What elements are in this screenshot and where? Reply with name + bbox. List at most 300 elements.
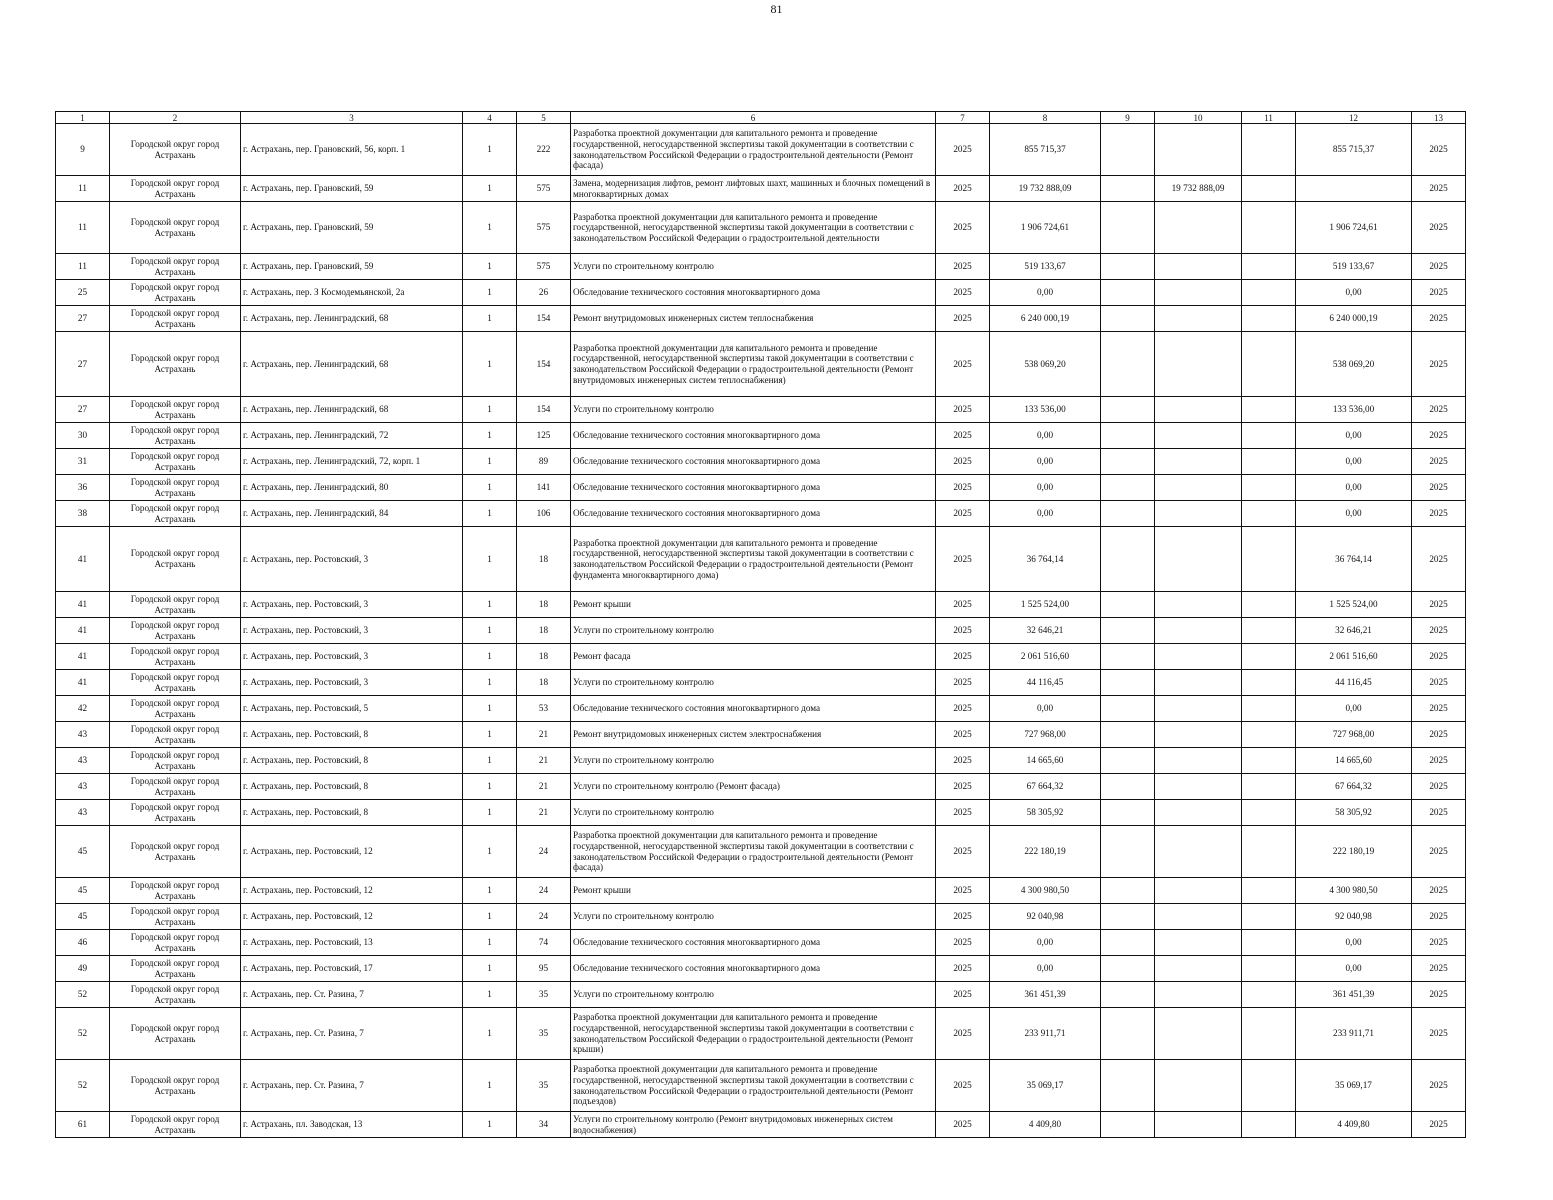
completion-year: 2025 — [1412, 826, 1466, 878]
work-description: Обследование технического состояния многоквартирного дома — [571, 956, 936, 982]
total-cost: 4 300 980,50 — [990, 878, 1101, 904]
col-5-value: 53 — [517, 696, 571, 722]
total-cost: 361 451,39 — [990, 982, 1101, 1008]
row-number: 11 — [56, 202, 110, 254]
col-12-value: 0,00 — [1296, 475, 1412, 501]
work-description: Разработка проектной документации для капитального ремонта и проведение государственной, негосударственной экспертизы такой документации в соответствии с законодательством Российской Федерации о градостроительной деятельности (Ремонт фасада) — [571, 124, 936, 176]
col-4-value: 1 — [463, 904, 517, 930]
total-cost: 233 911,71 — [990, 1008, 1101, 1060]
col-9-value — [1101, 527, 1155, 592]
col-12-value: 222 180,19 — [1296, 826, 1412, 878]
col-5-value: 18 — [517, 618, 571, 644]
col-11-value — [1242, 397, 1296, 423]
completion-year: 2025 — [1412, 501, 1466, 527]
col-5-value: 95 — [517, 956, 571, 982]
page-number: 81 — [770, 2, 783, 16]
col-10-value — [1155, 800, 1242, 826]
row-number: 45 — [56, 904, 110, 930]
address: г. Астрахань, пер. Ростовский, 12 — [241, 826, 463, 878]
col-12-value: 0,00 — [1296, 956, 1412, 982]
col-10-value — [1155, 930, 1242, 956]
table-row — [56, 748, 1466, 774]
total-cost: 0,00 — [990, 956, 1101, 982]
col-5-value: 222 — [517, 124, 571, 176]
completion-year: 2025 — [1412, 254, 1466, 280]
year: 2025 — [936, 670, 990, 696]
total-cost: 0,00 — [990, 423, 1101, 449]
table-row — [56, 956, 1466, 982]
col-11-value — [1242, 423, 1296, 449]
work-description: Услуги по строительному контролю — [571, 748, 936, 774]
col-12-value: 0,00 — [1296, 696, 1412, 722]
col-10-value: 19 732 888,09 — [1155, 176, 1242, 202]
work-description: Услуги по строительному контролю — [571, 904, 936, 930]
total-cost: 4 409,80 — [990, 1112, 1101, 1138]
municipality: Городской округ город Астрахань — [110, 748, 241, 774]
col-4-value: 1 — [463, 826, 517, 878]
col-11-value — [1242, 1060, 1296, 1112]
work-description: Ремонт внутридомовых инженерных систем электроснабжения — [571, 722, 936, 748]
address: г. Астрахань, пер. Ростовский, 8 — [241, 748, 463, 774]
address: г. Астрахань, пер. Ст. Разина, 7 — [241, 1008, 463, 1060]
municipality: Городской округ город Астрахань — [110, 696, 241, 722]
completion-year: 2025 — [1412, 124, 1466, 176]
municipality: Городской округ город Астрахань — [110, 397, 241, 423]
col-10-value — [1155, 748, 1242, 774]
col-9-value — [1101, 592, 1155, 618]
col-9-value — [1101, 618, 1155, 644]
col-10-value — [1155, 696, 1242, 722]
col-11-value — [1242, 1008, 1296, 1060]
col-12-value: 233 911,71 — [1296, 1008, 1412, 1060]
col-11-value — [1242, 1112, 1296, 1138]
column-header: 5 — [517, 112, 571, 124]
col-9-value — [1101, 956, 1155, 982]
year: 2025 — [936, 748, 990, 774]
work-description: Услуги по строительному контролю — [571, 397, 936, 423]
col-9-value — [1101, 449, 1155, 475]
completion-year: 2025 — [1412, 982, 1466, 1008]
col-10-value — [1155, 202, 1242, 254]
col-4-value: 1 — [463, 670, 517, 696]
col-5-value: 26 — [517, 280, 571, 306]
address: г. Астрахань, пер. Грановский, 59 — [241, 254, 463, 280]
address: г. Астрахань, пер. Грановский, 59 — [241, 202, 463, 254]
municipality: Городской округ город Астрахань — [110, 800, 241, 826]
col-11-value — [1242, 202, 1296, 254]
work-description: Ремонт фасада — [571, 644, 936, 670]
total-cost: 222 180,19 — [990, 826, 1101, 878]
total-cost: 44 116,45 — [990, 670, 1101, 696]
work-description: Разработка проектной документации для капитального ремонта и проведение государственной, негосударственной экспертизы такой документации в соответствии с законодательством Российской Федерации о градостроительной деятельности (Ремонт подъездов) — [571, 1060, 936, 1112]
address: г. Астрахань, пер. Ростовский, 3 — [241, 527, 463, 592]
col-5-value: 24 — [517, 904, 571, 930]
col-11-value — [1242, 670, 1296, 696]
municipality: Городской округ город Астрахань — [110, 1008, 241, 1060]
col-4-value: 1 — [463, 1060, 517, 1112]
col-4-value: 1 — [463, 982, 517, 1008]
address: г. Астрахань, пер. Ст. Разина, 7 — [241, 1060, 463, 1112]
col-10-value — [1155, 501, 1242, 527]
row-number: 30 — [56, 423, 110, 449]
col-4-value: 1 — [463, 800, 517, 826]
table-body — [56, 124, 1466, 1138]
work-description: Услуги по строительному контролю (Ремонт фасада) — [571, 774, 936, 800]
address: г. Астрахань, пер. Ростовский, 3 — [241, 618, 463, 644]
work-description: Обследование технического состояния многоквартирного дома — [571, 423, 936, 449]
address: г. Астрахань, пер. Ростовский, 8 — [241, 722, 463, 748]
row-number: 11 — [56, 176, 110, 202]
total-cost: 1 525 524,00 — [990, 592, 1101, 618]
total-cost: 727 968,00 — [990, 722, 1101, 748]
table-row — [56, 670, 1466, 696]
col-9-value — [1101, 1112, 1155, 1138]
col-5-value: 24 — [517, 826, 571, 878]
row-number: 41 — [56, 618, 110, 644]
total-cost: 0,00 — [990, 696, 1101, 722]
municipality: Городской округ город Астрахань — [110, 956, 241, 982]
year: 2025 — [936, 176, 990, 202]
col-12-value — [1296, 176, 1412, 202]
work-description: Обследование технического состояния многоквартирного дома — [571, 696, 936, 722]
col-4-value: 1 — [463, 527, 517, 592]
col-9-value — [1101, 722, 1155, 748]
table-row — [56, 254, 1466, 280]
address: г. Астрахань, пер. Ростовский, 12 — [241, 878, 463, 904]
table-row — [56, 124, 1466, 176]
municipality: Городской округ город Астрахань — [110, 202, 241, 254]
col-5-value: 154 — [517, 397, 571, 423]
col-11-value — [1242, 696, 1296, 722]
table-row — [56, 1112, 1466, 1138]
year: 2025 — [936, 956, 990, 982]
col-10-value — [1155, 826, 1242, 878]
col-10-value — [1155, 254, 1242, 280]
col-5-value: 125 — [517, 423, 571, 449]
completion-year: 2025 — [1412, 475, 1466, 501]
header-row — [56, 112, 1466, 124]
completion-year: 2025 — [1412, 722, 1466, 748]
municipality: Городской округ город Астрахань — [110, 722, 241, 748]
col-10-value — [1155, 306, 1242, 332]
total-cost: 6 240 000,19 — [990, 306, 1101, 332]
col-12-value: 133 536,00 — [1296, 397, 1412, 423]
completion-year: 2025 — [1412, 878, 1466, 904]
col-5-value: 106 — [517, 501, 571, 527]
address: г. Астрахань, пер. Ленинградский, 72, корп. 1 — [241, 449, 463, 475]
work-description: Обследование технического состояния многоквартирного дома — [571, 501, 936, 527]
total-cost: 36 764,14 — [990, 527, 1101, 592]
address: г. Астрахань, пер. Ростовский, 3 — [241, 592, 463, 618]
municipality: Городской округ город Астрахань — [110, 644, 241, 670]
column-header: 10 — [1155, 112, 1242, 124]
municipality: Городской округ город Астрахань — [110, 449, 241, 475]
row-number: 52 — [56, 982, 110, 1008]
col-12-value: 361 451,39 — [1296, 982, 1412, 1008]
year: 2025 — [936, 826, 990, 878]
address: г. Астрахань, пер. Ростовский, 8 — [241, 800, 463, 826]
col-9-value — [1101, 423, 1155, 449]
col-4-value: 1 — [463, 423, 517, 449]
col-5-value: 154 — [517, 332, 571, 397]
col-9-value — [1101, 332, 1155, 397]
col-9-value — [1101, 176, 1155, 202]
col-4-value: 1 — [463, 475, 517, 501]
col-12-value: 1 525 524,00 — [1296, 592, 1412, 618]
table-row — [56, 332, 1466, 397]
col-11-value — [1242, 124, 1296, 176]
col-12-value: 32 646,21 — [1296, 618, 1412, 644]
address: г. Астрахань, пер. Ленинградский, 68 — [241, 397, 463, 423]
address: г. Астрахань, пл. Заводская, 13 — [241, 1112, 463, 1138]
work-description: Ремонт внутридомовых инженерных систем теплоснабжения — [571, 306, 936, 332]
col-12-value: 4 300 980,50 — [1296, 878, 1412, 904]
address: г. Астрахань, пер. Грановский, 56, корп. 1 — [241, 124, 463, 176]
year: 2025 — [936, 202, 990, 254]
total-cost: 855 715,37 — [990, 124, 1101, 176]
col-5-value: 21 — [517, 774, 571, 800]
row-number: 9 — [56, 124, 110, 176]
row-number: 27 — [56, 397, 110, 423]
completion-year: 2025 — [1412, 397, 1466, 423]
col-9-value — [1101, 306, 1155, 332]
completion-year: 2025 — [1412, 1112, 1466, 1138]
col-11-value — [1242, 449, 1296, 475]
municipality: Городской округ город Астрахань — [110, 1060, 241, 1112]
completion-year: 2025 — [1412, 592, 1466, 618]
col-12-value: 67 664,32 — [1296, 774, 1412, 800]
col-9-value — [1101, 1060, 1155, 1112]
col-4-value: 1 — [463, 930, 517, 956]
col-12-value: 0,00 — [1296, 501, 1412, 527]
completion-year: 2025 — [1412, 800, 1466, 826]
col-4-value: 1 — [463, 956, 517, 982]
work-description: Обследование технического состояния многоквартирного дома — [571, 930, 936, 956]
year: 2025 — [936, 449, 990, 475]
table-row — [56, 449, 1466, 475]
table-row — [56, 904, 1466, 930]
col-9-value — [1101, 930, 1155, 956]
row-number: 27 — [56, 332, 110, 397]
col-11-value — [1242, 592, 1296, 618]
table-row — [56, 501, 1466, 527]
col-9-value — [1101, 202, 1155, 254]
col-10-value — [1155, 982, 1242, 1008]
col-11-value — [1242, 930, 1296, 956]
col-12-value: 0,00 — [1296, 280, 1412, 306]
municipality: Городской округ город Астрахань — [110, 280, 241, 306]
row-number: 49 — [56, 956, 110, 982]
col-11-value — [1242, 527, 1296, 592]
col-11-value — [1242, 748, 1296, 774]
address: г. Астрахань, пер. З Космодемьянской, 2а — [241, 280, 463, 306]
col-11-value — [1242, 332, 1296, 397]
year: 2025 — [936, 423, 990, 449]
col-9-value — [1101, 800, 1155, 826]
completion-year: 2025 — [1412, 670, 1466, 696]
year: 2025 — [936, 254, 990, 280]
address: г. Астрахань, пер. Ленинградский, 80 — [241, 475, 463, 501]
col-9-value — [1101, 644, 1155, 670]
col-12-value: 855 715,37 — [1296, 124, 1412, 176]
total-cost: 35 069,17 — [990, 1060, 1101, 1112]
col-5-value: 18 — [517, 527, 571, 592]
column-header: 6 — [571, 112, 936, 124]
col-5-value: 24 — [517, 878, 571, 904]
address: г. Астрахань, пер. Грановский, 59 — [241, 176, 463, 202]
table-row — [56, 930, 1466, 956]
municipality: Городской округ город Астрахань — [110, 618, 241, 644]
col-12-value: 0,00 — [1296, 449, 1412, 475]
col-4-value: 1 — [463, 176, 517, 202]
table-row — [56, 826, 1466, 878]
col-12-value: 0,00 — [1296, 930, 1412, 956]
completion-year: 2025 — [1412, 644, 1466, 670]
municipality: Городской округ город Астрахань — [110, 670, 241, 696]
col-9-value — [1101, 280, 1155, 306]
column-header: 8 — [990, 112, 1101, 124]
col-10-value — [1155, 774, 1242, 800]
col-5-value: 89 — [517, 449, 571, 475]
col-12-value: 2 061 516,60 — [1296, 644, 1412, 670]
total-cost: 0,00 — [990, 280, 1101, 306]
row-number: 43 — [56, 774, 110, 800]
column-header: 9 — [1101, 112, 1155, 124]
col-5-value: 74 — [517, 930, 571, 956]
col-10-value — [1155, 332, 1242, 397]
col-12-value: 727 968,00 — [1296, 722, 1412, 748]
table-row — [56, 475, 1466, 501]
year: 2025 — [936, 501, 990, 527]
table-row — [56, 397, 1466, 423]
work-description: Услуги по строительному контролю — [571, 254, 936, 280]
total-cost: 1 906 724,61 — [990, 202, 1101, 254]
col-4-value: 1 — [463, 1112, 517, 1138]
year: 2025 — [936, 592, 990, 618]
col-5-value: 154 — [517, 306, 571, 332]
col-9-value — [1101, 826, 1155, 878]
col-4-value: 1 — [463, 124, 517, 176]
row-number: 41 — [56, 527, 110, 592]
work-description: Обследование технического состояния многоквартирного дома — [571, 280, 936, 306]
completion-year: 2025 — [1412, 306, 1466, 332]
col-12-value: 0,00 — [1296, 423, 1412, 449]
table-row — [56, 1008, 1466, 1060]
col-5-value: 575 — [517, 202, 571, 254]
address: г. Астрахань, пер. Ленинградский, 68 — [241, 306, 463, 332]
municipality: Городской округ город Астрахань — [110, 423, 241, 449]
col-5-value: 34 — [517, 1112, 571, 1138]
work-description: Обследование технического состояния многоквартирного дома — [571, 475, 936, 501]
column-header: 12 — [1296, 112, 1412, 124]
table-row — [56, 878, 1466, 904]
col-4-value: 1 — [463, 774, 517, 800]
col-4-value: 1 — [463, 306, 517, 332]
col-9-value — [1101, 904, 1155, 930]
col-5-value: 35 — [517, 1008, 571, 1060]
work-description: Обследование технического состояния многоквартирного дома — [571, 449, 936, 475]
address: г. Астрахань, пер. Ленинградский, 68 — [241, 332, 463, 397]
work-description: Услуги по строительному контролю — [571, 982, 936, 1008]
program-table — [55, 111, 1466, 1138]
table-row — [56, 202, 1466, 254]
col-10-value — [1155, 878, 1242, 904]
address: г. Астрахань, пер. Ростовский, 3 — [241, 670, 463, 696]
col-9-value — [1101, 501, 1155, 527]
total-cost: 519 133,67 — [990, 254, 1101, 280]
row-number: 61 — [56, 1112, 110, 1138]
completion-year: 2025 — [1412, 176, 1466, 202]
col-5-value: 35 — [517, 982, 571, 1008]
municipality: Городской округ город Астрахань — [110, 176, 241, 202]
table-row — [56, 774, 1466, 800]
col-5-value: 35 — [517, 1060, 571, 1112]
municipality: Городской округ город Астрахань — [110, 930, 241, 956]
address: г. Астрахань, пер. Ростовский, 3 — [241, 644, 463, 670]
col-9-value — [1101, 475, 1155, 501]
col-10-value — [1155, 1112, 1242, 1138]
year: 2025 — [936, 696, 990, 722]
col-11-value — [1242, 722, 1296, 748]
col-10-value — [1155, 527, 1242, 592]
col-9-value — [1101, 124, 1155, 176]
col-5-value: 141 — [517, 475, 571, 501]
col-11-value — [1242, 280, 1296, 306]
work-description: Ремонт крыши — [571, 592, 936, 618]
col-12-value: 35 069,17 — [1296, 1060, 1412, 1112]
table-row — [56, 592, 1466, 618]
col-12-value: 538 069,20 — [1296, 332, 1412, 397]
col-10-value — [1155, 904, 1242, 930]
col-5-value: 21 — [517, 748, 571, 774]
col-11-value — [1242, 982, 1296, 1008]
municipality: Городской округ город Астрахань — [110, 592, 241, 618]
year: 2025 — [936, 982, 990, 1008]
col-10-value — [1155, 280, 1242, 306]
col-12-value: 4 409,80 — [1296, 1112, 1412, 1138]
col-11-value — [1242, 826, 1296, 878]
col-10-value — [1155, 644, 1242, 670]
municipality: Городской округ город Астрахань — [110, 124, 241, 176]
row-number: 45 — [56, 826, 110, 878]
col-10-value — [1155, 956, 1242, 982]
col-11-value — [1242, 904, 1296, 930]
table-row — [56, 696, 1466, 722]
municipality: Городской округ город Астрахань — [110, 254, 241, 280]
address: г. Астрахань, пер. Ленинградский, 72 — [241, 423, 463, 449]
column-header: 13 — [1412, 112, 1466, 124]
completion-year: 2025 — [1412, 423, 1466, 449]
row-number: 11 — [56, 254, 110, 280]
completion-year: 2025 — [1412, 774, 1466, 800]
year: 2025 — [936, 332, 990, 397]
col-12-value: 44 116,45 — [1296, 670, 1412, 696]
year: 2025 — [936, 722, 990, 748]
completion-year: 2025 — [1412, 332, 1466, 397]
column-header: 11 — [1242, 112, 1296, 124]
row-number: 43 — [56, 722, 110, 748]
col-10-value — [1155, 1008, 1242, 1060]
table-row — [56, 800, 1466, 826]
col-10-value — [1155, 670, 1242, 696]
completion-year: 2025 — [1412, 930, 1466, 956]
municipality: Городской округ город Астрахань — [110, 475, 241, 501]
municipality: Городской округ город Астрахань — [110, 878, 241, 904]
table-row — [56, 176, 1466, 202]
year: 2025 — [936, 527, 990, 592]
municipality: Городской округ город Астрахань — [110, 501, 241, 527]
total-cost: 0,00 — [990, 475, 1101, 501]
